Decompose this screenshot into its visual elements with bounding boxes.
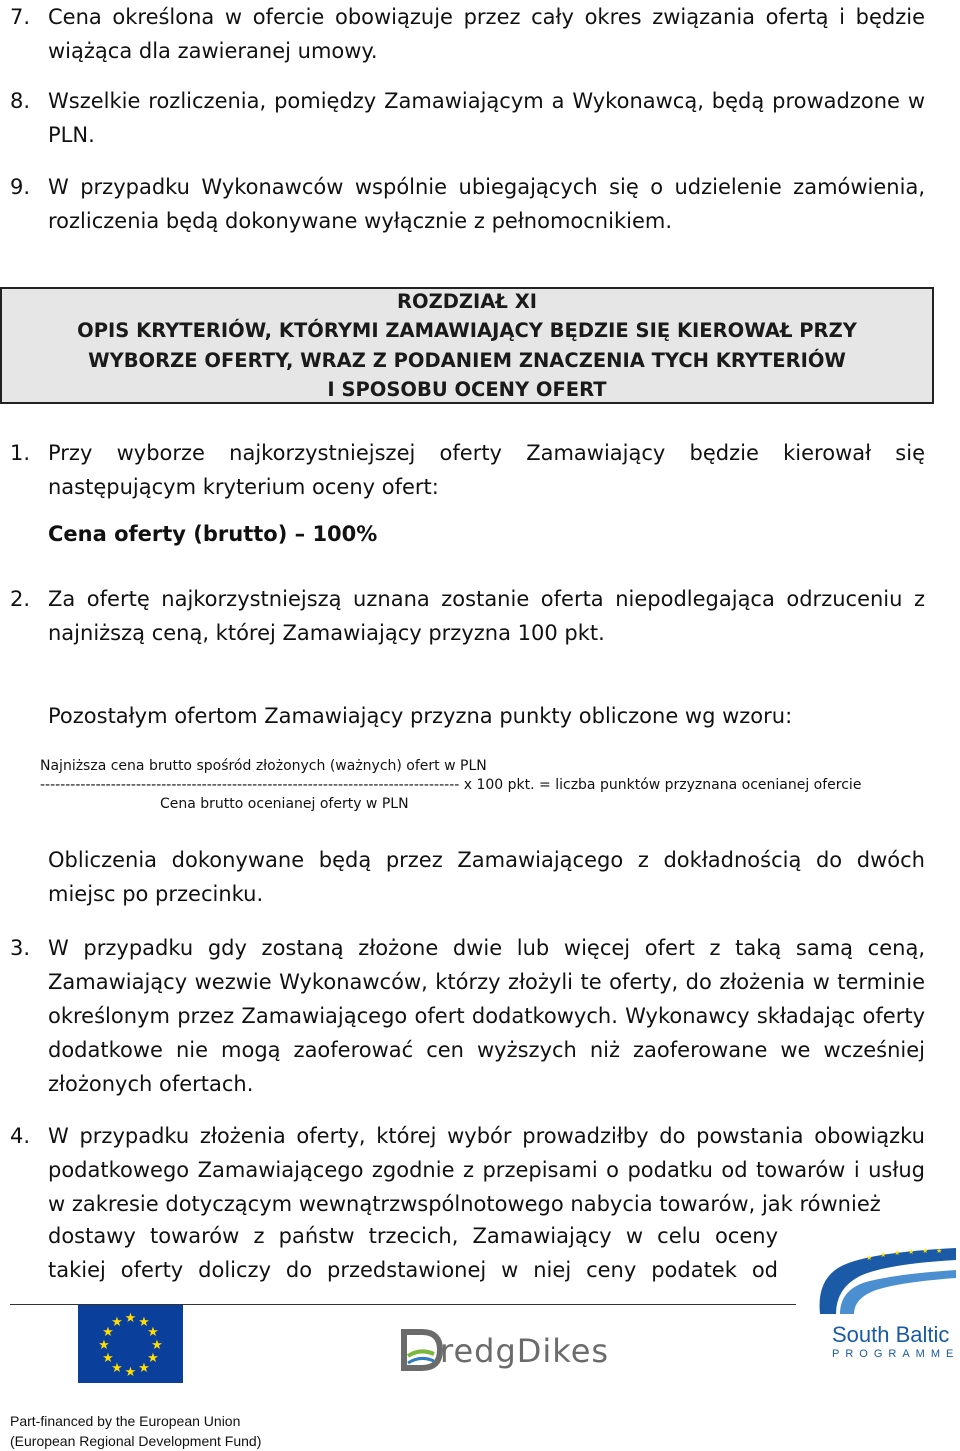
item-number: 1.: [10, 441, 31, 465]
svg-text:★: ★: [894, 1249, 901, 1257]
item-number: 9.: [10, 175, 31, 199]
criteria-item-4: [10, 1119, 925, 1221]
criteria-item-1: [10, 436, 925, 504]
item-text: Cena określona w ofercie obowiązuje przez cały okres związania ofertą i będzie wiążąca dla zawieranej umowy.: [48, 5, 925, 63]
chapter-number: ROZDZIAŁ XI: [396, 289, 537, 313]
formula-numerator: Najniższa cena brutto spośród złożonych (ważnych) ofert w PLN: [40, 758, 487, 774]
criteria-item-3: [10, 931, 925, 1101]
south-baltic-logo: [806, 1246, 960, 1376]
chapter-title-line: WYBORZE OFERTY, WRAZ Z PODANIEM ZNACZENIA TYCH KRYTERIÓW: [88, 348, 846, 372]
precision-note-text: Obliczenia dokonywane będą przez Zamawiającego z dokładnością do dwóch miejsc po przecinku.: [48, 848, 925, 906]
svg-text:★: ★: [124, 1365, 137, 1380]
south-baltic-subtitle: PROGRAMME: [832, 1348, 960, 1360]
precision-note: [48, 843, 925, 911]
price-criterion: Cena oferty (brutto) – 100%: [48, 522, 378, 546]
footer-line: Part-financed by the European Union: [10, 1413, 241, 1429]
south-baltic-title: South Baltic: [832, 1322, 950, 1347]
svg-text:★: ★: [124, 1311, 137, 1326]
svg-text:★: ★: [866, 1254, 873, 1262]
criteria-item-2: [10, 582, 925, 650]
item-number: 4.: [10, 1124, 31, 1148]
footer-line: (European Regional Development Fund): [10, 1433, 262, 1449]
dredgdikes-logo: [400, 1318, 610, 1378]
list-item-9: [10, 170, 925, 238]
chapter-title-line: OPIS KRYTERIÓW, KTÓRYMI ZAMAWIAJĄCY BĘDZIE SIĘ KIEROWAŁ PRZY: [77, 319, 857, 342]
svg-text:★: ★: [102, 1325, 114, 1340]
item-text: W przypadku złożenia oferty, której wybór prowadziłby do powstania obowiązku podatkowego Zamawiającego zgodnie z przepisami o podatku od towarów i usług w zakresie dotyczącym wewnątrzwspólnotowego nabycia towarów, jak również: [48, 1124, 925, 1216]
eu-stars-icon: [78, 1305, 183, 1383]
svg-text:★: ★: [98, 1338, 110, 1353]
item-text: W przypadku gdy zostaną złożone dwie lub więcej ofert z taką samą ceną, Zamawiający wezwie Wykonawców, którzy złożyli te oferty, do złożenia w terminie określonym przez Zamawiającego ofert dodatkowych. Wykonawcy składając oferty dodatkowe nie mogą zaoferować cen wyższych niż zaoferowane we wcześniej złożonych ofertach.: [48, 936, 925, 1096]
svg-text:★: ★: [880, 1251, 887, 1259]
formula-fraction-line: ----------------------------------------------------------------------------------- x 100 pkt. = liczba punktów przyznana ocenianej ofercie: [40, 777, 862, 793]
svg-text:★: ★: [138, 1361, 150, 1376]
item-number: 8.: [10, 89, 31, 113]
svg-text:★: ★: [102, 1351, 114, 1366]
item-number: 7.: [10, 5, 31, 29]
svg-text:★: ★: [138, 1315, 150, 1330]
south-baltic-wave-icon: [806, 1246, 960, 1318]
footer-funding-note: [10, 1411, 261, 1451]
item-text: Wszelkie rozliczenia, pomiędzy Zamawiającym a Wykonawcą, będą prowadzone w PLN.: [48, 89, 925, 147]
svg-text:★: ★: [111, 1361, 123, 1376]
item-number: 2.: [10, 587, 31, 611]
svg-text:★: ★: [151, 1338, 163, 1353]
dredgdikes-wordmark: redgDikes: [440, 1332, 610, 1370]
item-number: 3.: [10, 936, 31, 960]
item-text: W przypadku Wykonawców wspólnie ubiegających się o udzielenie zamówienia, rozliczenia będą dokonywane wyłącznie z pełnomocnikiem.: [48, 175, 925, 233]
svg-text:★: ★: [922, 1247, 929, 1255]
chapter-heading-box: [0, 287, 934, 404]
list-item-7: [10, 0, 925, 68]
svg-text:★: ★: [147, 1351, 159, 1366]
formula-denominator: Cena brutto ocenianej oferty w PLN: [160, 796, 409, 812]
eu-flag-logo: [78, 1305, 183, 1383]
svg-text:★: ★: [147, 1325, 159, 1340]
item-text-continued: dostawy towarów z państw trzecich, Zamawiający w celu oceny: [48, 1224, 778, 1248]
svg-text:★: ★: [908, 1248, 915, 1256]
item-text-continued: takiej oferty doliczy do przedstawionej w niej ceny podatek od: [48, 1258, 778, 1282]
chapter-title-line: I SPOSOBU OCENY OFERT: [327, 378, 607, 401]
svg-text:★: ★: [936, 1247, 943, 1255]
item-text: Przy wyborze najkorzystniejszej oferty Zamawiający będzie kierował się następującym kryterium oceny ofert:: [48, 441, 925, 499]
item-text: Za ofertę najkorzystniejszą uznana zostanie oferta niepodlegająca odrzuceniu z najniższą ceną, której Zamawiający przyzna 100 pkt.: [48, 587, 925, 645]
others-intro: Pozostałym ofertom Zamawiający przyzna punkty obliczone wg wzoru:: [48, 704, 793, 728]
list-item-8: [10, 84, 925, 152]
svg-text:★: ★: [111, 1315, 123, 1330]
